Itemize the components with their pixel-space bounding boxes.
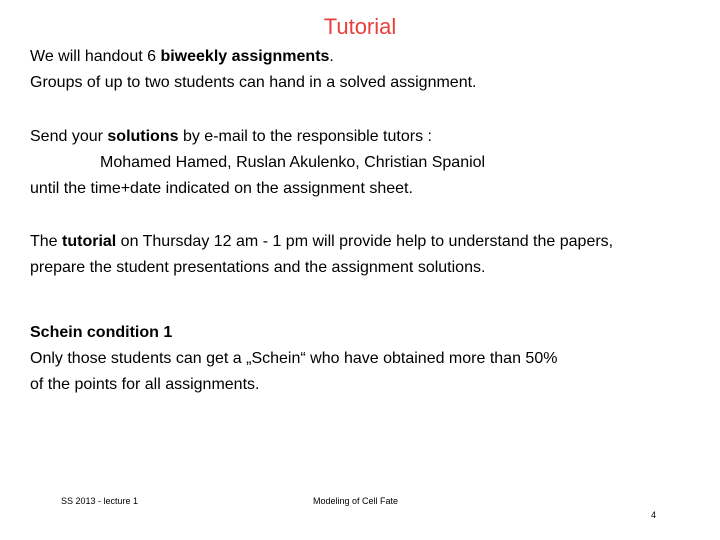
assignments-line-1 <box>30 44 477 70</box>
bold-term: biweekly assignments <box>160 48 330 65</box>
solutions-line-1 <box>30 124 485 150</box>
schein-line-2: Only those students can get a „Schein“ who have obtained more than 50% <box>30 350 558 367</box>
paragraph-tutorial <box>30 229 613 281</box>
text-segment: . <box>329 48 334 65</box>
tutorial-line-2: prepare the student presentations and the assignment solutions. <box>30 259 486 276</box>
paragraph-assignments <box>30 44 477 96</box>
footer-course: SS 2013 - lecture 1 <box>61 496 139 506</box>
text-segment: Send your <box>30 128 108 145</box>
text-segment: We will handout 6 <box>30 48 161 65</box>
assignments-line-2: Groups of up to two students can hand in a solved assignment. <box>30 74 477 91</box>
bold-term: solutions <box>107 128 179 145</box>
tutor-names: Mohamed Hamed, Ruslan Akulenko, Christian Spaniol <box>100 154 486 171</box>
text-segment: on Thursday 12 am - 1 pm will provide help to understand the papers, <box>116 233 614 250</box>
bold-term: tutorial <box>62 233 117 250</box>
page-number: 4 <box>651 510 657 520</box>
schein-line-3: of the points for all assignments. <box>30 376 260 393</box>
slide-title: Tutorial <box>323 14 397 39</box>
text-segment: The <box>30 233 63 250</box>
solutions-line-3: until the time+date indicated on the assignment sheet. <box>30 180 413 197</box>
schein-heading: Schein condition 1 <box>30 324 173 341</box>
paragraph-schein <box>30 320 557 398</box>
text-segment: by e-mail to the responsible tutors : <box>178 128 432 145</box>
paragraph-solutions <box>30 124 485 202</box>
footer-lecture-title: Modeling of Cell Fate <box>313 496 399 506</box>
tutorial-line-1 <box>30 229 613 255</box>
